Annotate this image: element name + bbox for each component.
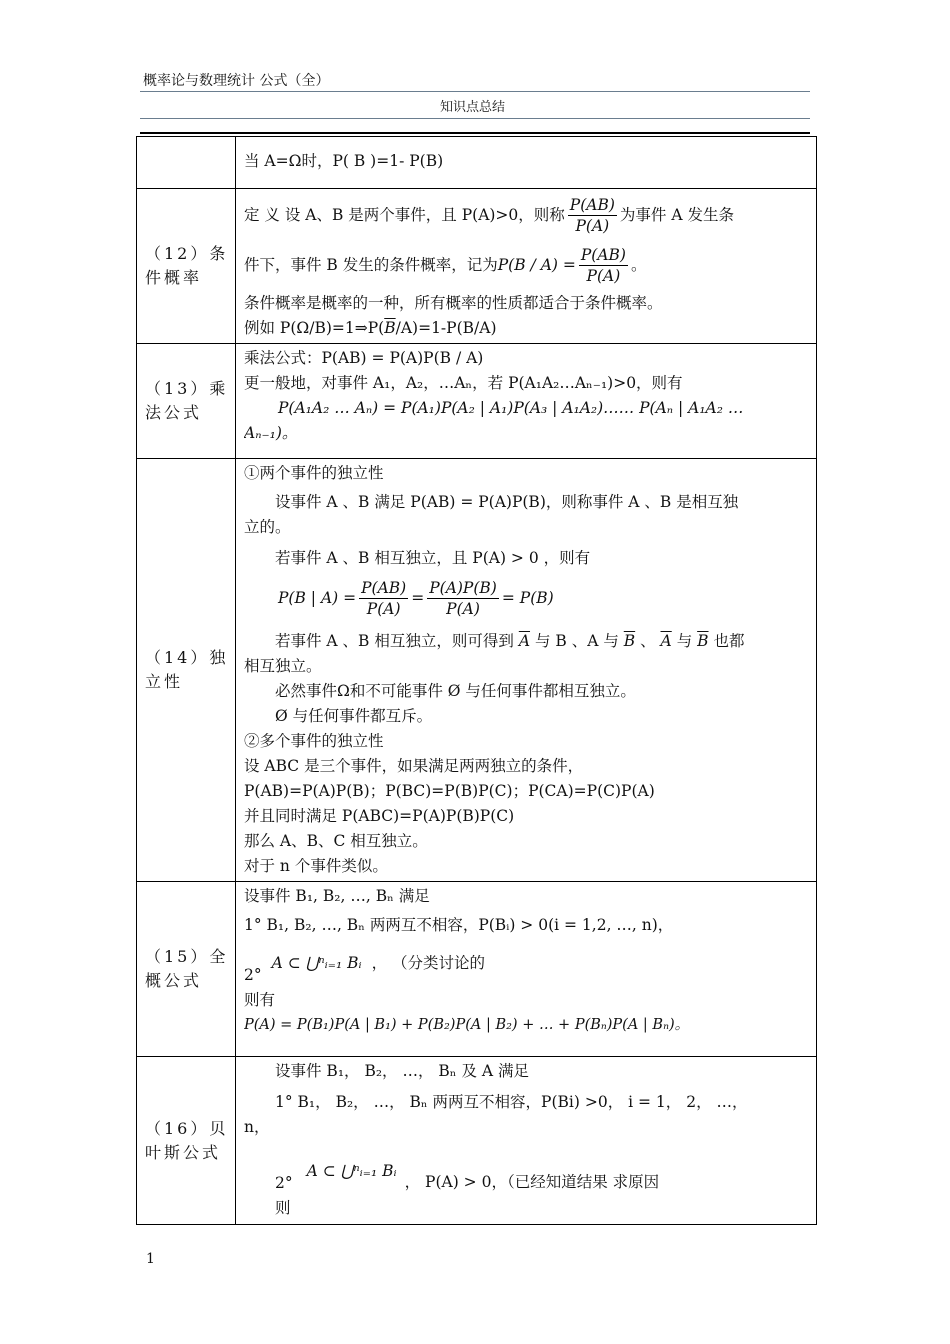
row-body bbox=[236, 459, 817, 882]
table-row bbox=[137, 882, 817, 1057]
text-segment: 与 B 、A 与 bbox=[534, 632, 619, 650]
formula-line: P(A) = P(B₁)P(A | B₁) + P(B₂)P(A | B₂) + … + P(Bₙ)P(A | Bₙ)。 bbox=[244, 1017, 690, 1033]
fraction-numerator: P(A)P(B) bbox=[429, 578, 497, 597]
header-rule bbox=[140, 118, 810, 119]
formula-segment: = bbox=[411, 588, 425, 607]
text-segment: 例如 P(Ω/B)=1⇒P( bbox=[244, 319, 385, 337]
fraction-denominator: P(A) bbox=[366, 599, 401, 618]
text-line: 相互独立。 bbox=[244, 657, 322, 675]
text-segment: 2° bbox=[275, 1174, 293, 1192]
row-label: （16）贝叶斯公式 bbox=[137, 1057, 236, 1225]
text-segment: 件下，事件 B 发生的条件概率，记为 bbox=[244, 255, 498, 274]
complement-symbol: $\overline{B}$ bbox=[623, 632, 636, 650]
row-body bbox=[236, 882, 817, 1057]
text-segment: 、 bbox=[640, 632, 656, 650]
fraction-denominator: P(A) bbox=[446, 599, 480, 618]
formula-segment: = P(B) bbox=[501, 588, 554, 607]
table-row bbox=[137, 137, 817, 189]
text-line: 必然事件Ω和不可能事件 Ø 与任何事件都相互独立。 bbox=[275, 682, 636, 700]
text-line: 条件概率是概率的一种，所有概率的性质都适合于条件概率。 bbox=[244, 294, 663, 312]
text-segment: 与 bbox=[676, 632, 693, 650]
complement-symbol: $\overline{B}$ bbox=[384, 319, 396, 337]
complement-symbol: $\overline{A}$ bbox=[660, 632, 672, 650]
text-line bbox=[244, 629, 810, 654]
text-segment: 也都 bbox=[713, 632, 745, 650]
header-rule bbox=[140, 91, 810, 92]
formula-line: Aₙ₋₁)。 bbox=[244, 424, 298, 442]
text-segment: 若事件 A 、B 相互独立，则可得到 bbox=[275, 632, 514, 650]
text-line: P(AB)=P(A)P(B)；P(BC)=P(B)P(C)；P(CA)=P(C)P(A) bbox=[244, 782, 655, 800]
fraction-numerator: P(AB) bbox=[580, 245, 626, 264]
header-title: 概率论与数理统计 公式（全） bbox=[143, 73, 330, 89]
text-line bbox=[244, 239, 810, 291]
text-line: 1° B₁， B₂， …， Bₙ 两两互不相容，P(Bi) >0， i = 1， 2， …， bbox=[275, 1093, 748, 1111]
table-row bbox=[137, 459, 817, 882]
text-line bbox=[244, 1140, 810, 1196]
complement-symbol: $\overline{A}$ bbox=[518, 632, 531, 650]
text-line: 则有 bbox=[244, 991, 276, 1009]
table-row bbox=[137, 189, 817, 344]
row-body bbox=[236, 189, 817, 344]
fraction bbox=[568, 195, 617, 236]
text-segment: 。 bbox=[630, 255, 647, 274]
formula-segment: P(B / A) = bbox=[497, 255, 576, 274]
table-row bbox=[137, 344, 817, 459]
text-line: 更一般地，对事件 A₁，A₂，…Aₙ，若 P(A₁A₂…Aₙ₋₁)>0，则有 bbox=[244, 374, 683, 392]
formula-line: P(A₁A₂ … Aₙ) = P(A₁)P(A₂ | A₁)P(A₃ | A₁A₂)…… P(Aₙ | A₁A₂ … bbox=[278, 399, 744, 417]
text-line: 设事件 B₁， B₂， …， Bₙ 及 A 满足 bbox=[275, 1062, 529, 1080]
formula-line bbox=[244, 571, 810, 625]
row-label: （15）全概公式 bbox=[137, 882, 236, 1057]
text-line: 则 bbox=[275, 1199, 291, 1217]
text-line: Ø 与任何事件都互斥。 bbox=[275, 707, 433, 725]
table-row bbox=[137, 1057, 817, 1225]
header-subtitle: 知识点总结 bbox=[440, 100, 506, 115]
text-segment: 2° bbox=[244, 966, 262, 984]
complement-symbol: $\overline{B}$ bbox=[697, 632, 709, 650]
formula-segment: A ⊂ ⋃ⁿᵢ₌₁ Bᵢ bbox=[271, 954, 362, 972]
text-line: 立的。 bbox=[244, 518, 291, 536]
fraction bbox=[579, 245, 628, 286]
text-line bbox=[244, 938, 810, 988]
text-line: 对于 n 个事件类似。 bbox=[244, 857, 388, 875]
text-segment: /A)=1-P(B/A) bbox=[395, 319, 497, 337]
row-body bbox=[236, 1057, 817, 1225]
text-line: 若事件 A 、B 相互独立，且 P(A) > 0 ，则有 bbox=[275, 549, 591, 567]
page-number: 1 bbox=[146, 1251, 155, 1267]
row-body bbox=[236, 344, 817, 459]
text-line: 设 ABC 是三个事件，如果满足两两独立的条件， bbox=[244, 757, 584, 775]
text-line: 当 A=Ω时，P( B )=1- P(B) bbox=[244, 152, 444, 170]
fraction-numerator: P(AB) bbox=[361, 578, 407, 597]
text-line: ①两个事件的独立性 bbox=[244, 464, 384, 482]
text-line: 那么 A、B、C 相互独立。 bbox=[244, 832, 428, 850]
text-line: n， bbox=[244, 1118, 270, 1136]
row-body bbox=[236, 137, 817, 189]
text-line: 并且同时满足 P(ABC)=P(A)P(B)P(C) bbox=[244, 807, 515, 825]
formula-segment: A ⊂ ⋃ⁿᵢ₌₁ Bᵢ bbox=[306, 1162, 397, 1180]
text-segment: ， （分类讨论的 bbox=[371, 954, 486, 972]
fraction-denominator: P(A) bbox=[575, 216, 610, 235]
fraction bbox=[427, 578, 499, 619]
text-line: 1° B₁, B₂, …, Bₙ 两两互不相容，P(Bᵢ) > 0(i = 1,2, …, n)， bbox=[244, 916, 674, 934]
text-line bbox=[244, 316, 810, 341]
text-line: ②多个事件的独立性 bbox=[244, 732, 384, 750]
text-line: 设事件 A 、B 满足 P(AB) = P(A)P(B)，则称事件 A 、B 是相互独 bbox=[275, 493, 739, 511]
row-label: （14）独立性 bbox=[137, 459, 236, 882]
text-segment: 为事件 A 发生条 bbox=[619, 205, 734, 224]
formula-table bbox=[136, 136, 817, 1225]
row-label: （13）乘法公式 bbox=[137, 344, 236, 459]
text-line bbox=[244, 191, 810, 239]
row-label: （12）条件概率 bbox=[137, 189, 236, 344]
text-segment: 定 义 设 A、B 是两个事件，且 P(A)>0，则称 bbox=[244, 205, 565, 224]
text-line: 设事件 B₁, B₂, …, Bₙ 满足 bbox=[244, 887, 430, 905]
row-label bbox=[137, 137, 236, 189]
table-top-rule bbox=[140, 132, 810, 134]
fraction-numerator: P(AB) bbox=[569, 195, 615, 214]
fraction-denominator: P(A) bbox=[586, 266, 621, 285]
text-segment: ， P(A) > 0，（已经知道结果 求原因 bbox=[404, 1173, 660, 1191]
fraction bbox=[359, 578, 408, 619]
text-line: 乘法公式：P(AB) = P(A)P(B / A) bbox=[244, 349, 484, 367]
formula-segment: P(B | A) = bbox=[278, 588, 357, 607]
